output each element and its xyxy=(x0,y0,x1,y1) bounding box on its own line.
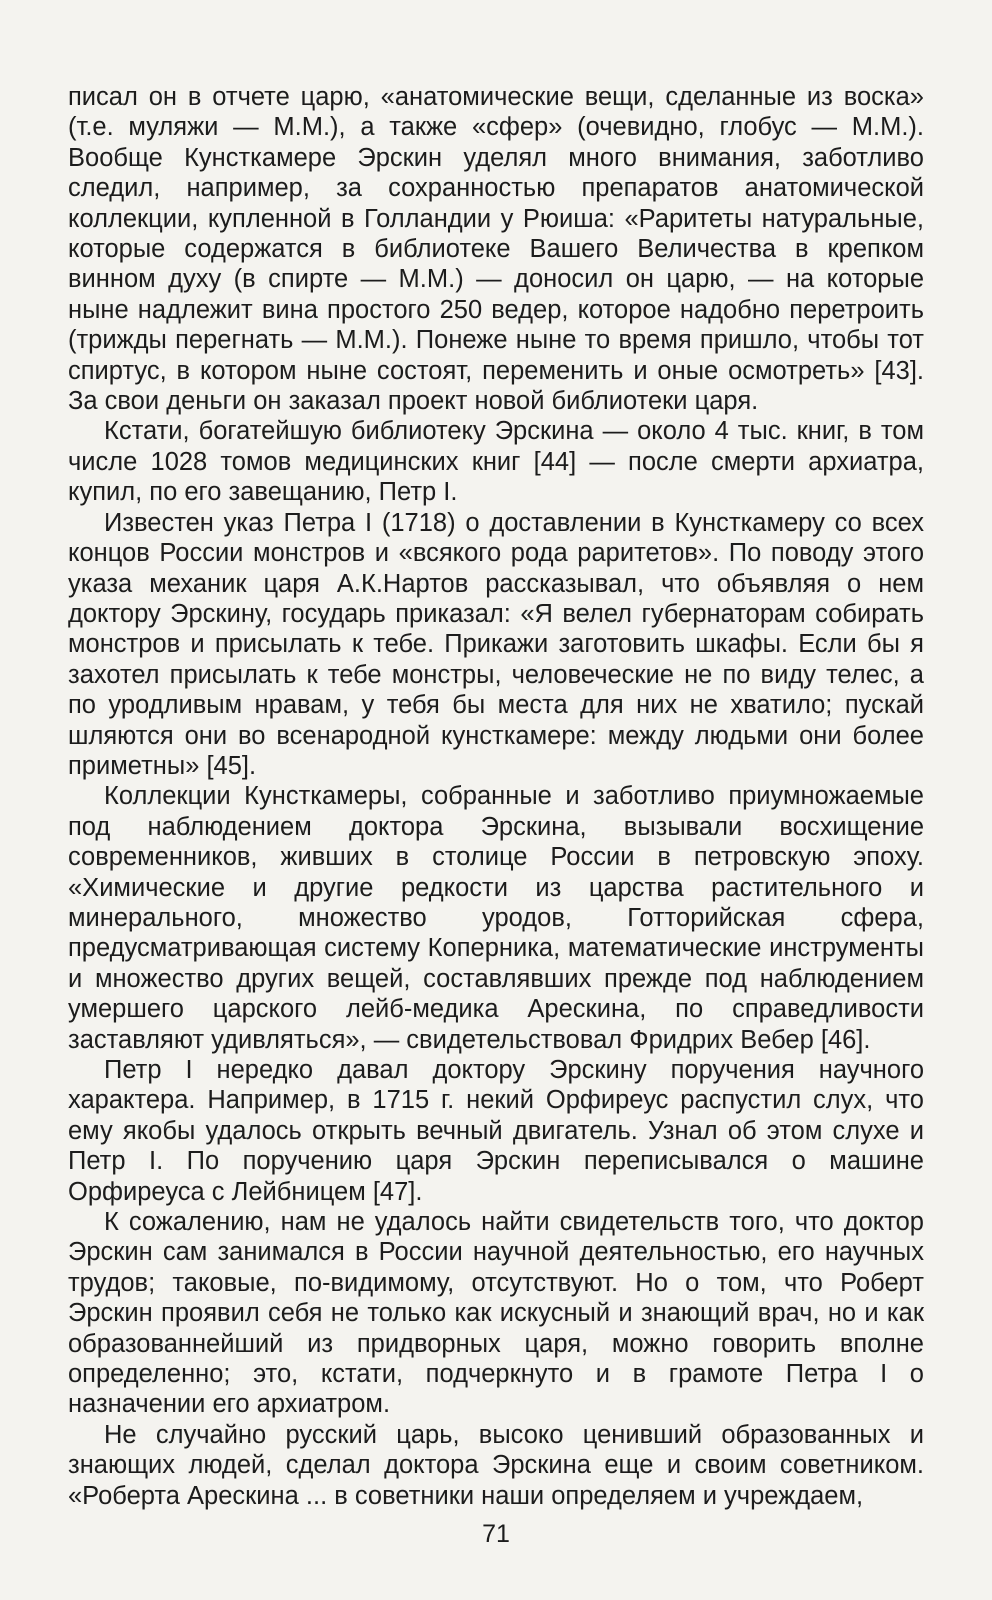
paragraph-1: писал он в отчете царю, «анатомические вещи, сделанные из воска» (т.е. муляжи — М.М.), а также «сфер» (очевидно, глобус — М.М.). Вообще Кунсткамере Эрскин уделял много внимания, заботливо следил, например, за сохранностью препаратов анатомической коллекции, купленной в Голландии у Рюиша: «Раритеты натуральные, которые содержатся в библиотеке Вашего Величества в крепком винном духу (в спирте — М.М.) — доносил он царю, — на которые ныне надлежит вина простого 250 ведер, которое надобно перетроить (трижды перегнать — М.М.). Понеже ныне то время пришло, чтобы тот спиртус, в котором ныне состоят, переменить и оные осмотреть» [43]. За свои деньги он заказал проект новой библиотеки царя. xyxy=(68,83,924,416)
paragraph-6: К сожалению, нам не удалось найти свидетельств того, что доктор Эрскин сам занимался в России научной деятельностью, его научных трудов; таковые, по-видимому, отсутствуют. Но о том, что Роберт Эрскин проявил себя не только как искусный и знающий врач, но и как образованнейший из придворных царя, можно говорить вполне определенно; это, кстати, подчеркнуто и в грамоте Петра I о назначении его архиатром. xyxy=(68,1208,924,1419)
page-body xyxy=(68,82,924,1522)
paragraph-5: Петр I нередко давал доктору Эрскину поручения научного характера. Например, в 1715 г. некий Орфиреус распустил слух, что ему якобы удалось открыть вечный двигатель. Узнал об этом слухе и Петр I. По поручению царя Эрскин переписывался о машине Орфиреуса с Лейбницем [47]. xyxy=(68,1056,924,1206)
page-number: 71 xyxy=(482,1520,510,1548)
paragraph-7: Не случайно русский царь, высоко ценивший образованных и знающих людей, сделал доктора Эрскина еще и своим советником. «Роберта Арескина ... в советники наши определяем и учреждаем, xyxy=(68,1420,924,1510)
paragraph-3: Известен указ Петра I (1718) о доставлении в Кунсткамеру со всех концов России монстров и «всякого рода раритетов». По поводу этого указа механик царя А.К.Нартов рассказывал, что объявляя о нем доктору Эрскину, государь приказал: «Я велел губернаторам собирать монстров и присылать к тебе. Прикажи заготовить шкафы. Если бы я захотел присылать к тебе монстры, человеческие не по виду телес, а по уродливым нравам, у тебя бы места для них не хватило; пускай шляются они во всенародной кунсткамере: между людьми они более приметны» [45]. xyxy=(68,508,924,780)
paragraph-4: Коллекции Кунсткамеры, собранные и заботливо приумножаемые под наблюдением доктора Эрскина, вызывали восхищение современников, живших в столице России в петровскую эпоху. «Химические и другие редкости из царства растительного и минерального, множество уродов, Готторийская сфера, предусматривающая систему Коперника, математические инструменты и множество других вещей, составлявших прежде под наблюдением умершего царского лейб-медика Арескина, по справедливости заставляют удивляться», — свидетельствовал Фридрих Вебер [46]. xyxy=(68,782,924,1054)
paragraph-2: Кстати, богатейшую библиотеку Эрскина — около 4 тыс. книг, в том числе 1028 томов медицинских книг [44] — после смерти архиатра, купил, по его завещанию, Петр I. xyxy=(68,417,924,507)
